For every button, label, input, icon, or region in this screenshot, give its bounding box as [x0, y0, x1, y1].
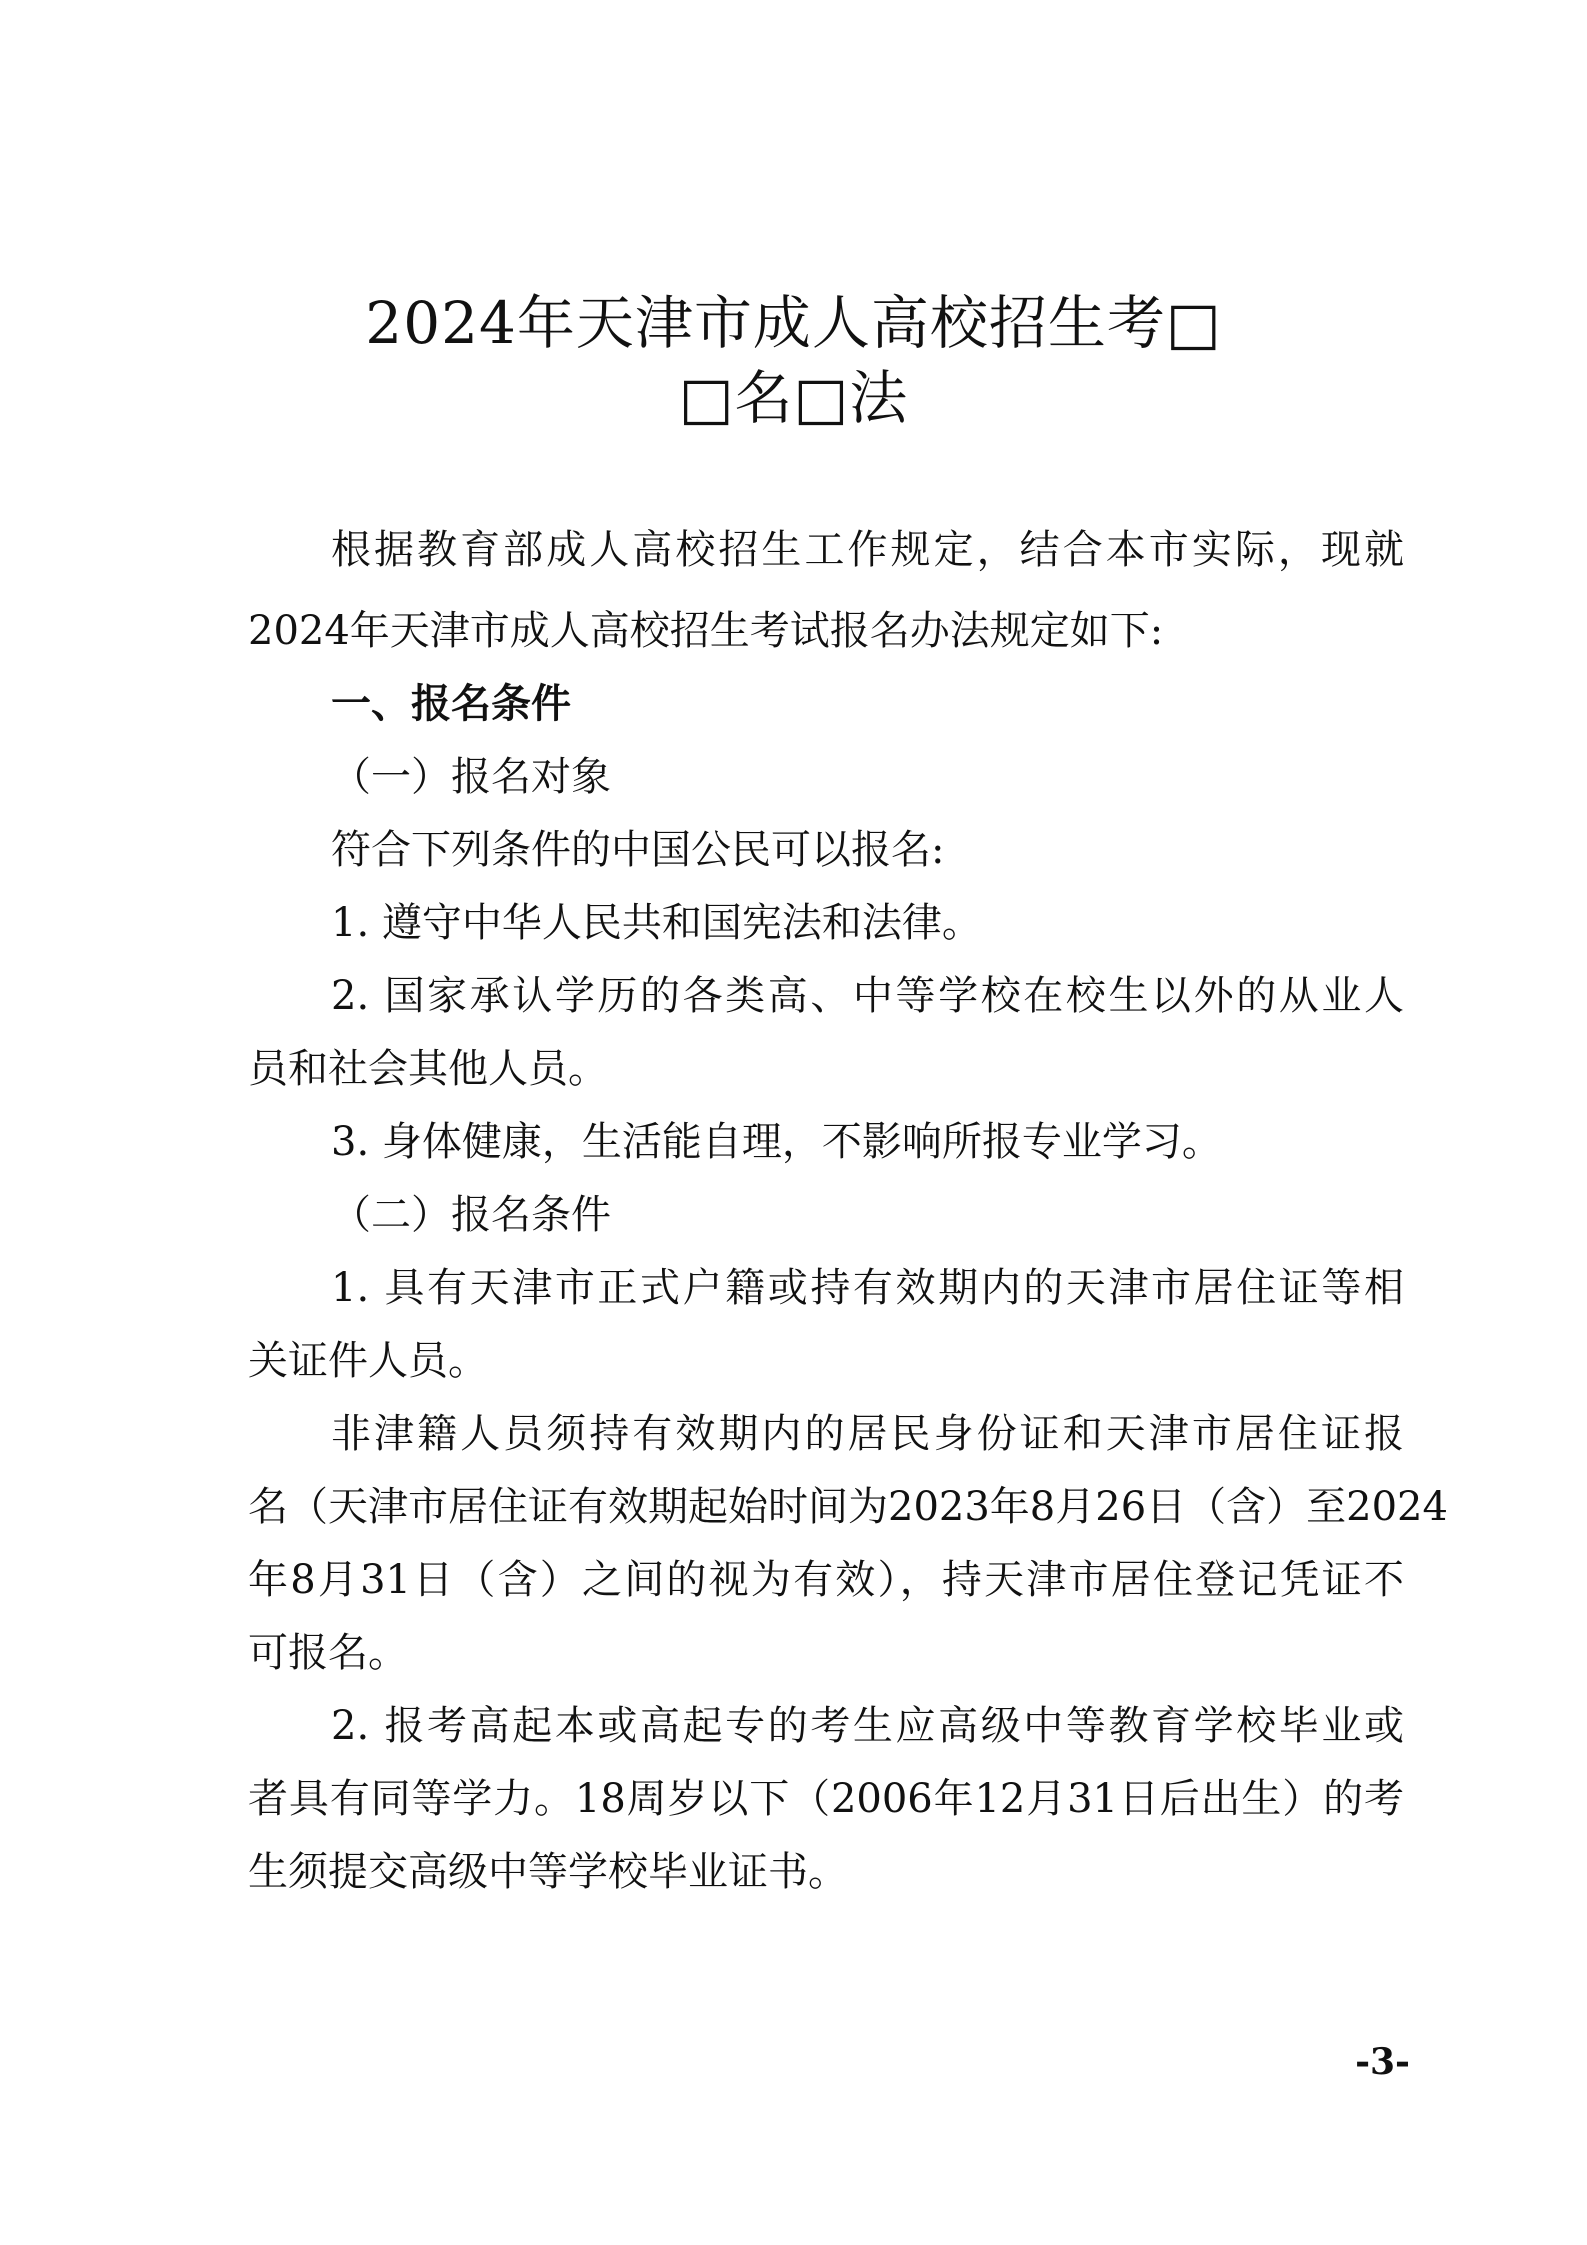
section-heading-1: 一、报名条件 — [331, 681, 571, 727]
non-local-paragraph-line-4: 可报名。 — [248, 1630, 408, 1676]
subsection-heading-1: （一）报名对象 — [331, 754, 611, 800]
non-local-paragraph-line-3: 年8月31日（含）之间的视为有效），持天津市居住登记凭证不 — [248, 1557, 1404, 1603]
non-local-paragraph-line-1: 非津籍人员须持有效期内的居民身份证和天津市居住证报 — [331, 1411, 1404, 1457]
document-title-line-2: □名□法 — [678, 364, 909, 432]
document-title-line-1: 2024年天津市成人高校招生考□ — [365, 289, 1222, 357]
condition-1-line-2: 关证件人员。 — [248, 1338, 488, 1384]
list-item-2-line-1: 2. 国家承认学历的各类高、中等学校在校生以外的从业人 — [331, 973, 1404, 1019]
subsection-heading-2: （二）报名条件 — [331, 1192, 611, 1238]
list-item-2-line-2: 员和社会其他人员。 — [248, 1046, 608, 1092]
condition-1-line-1: 1. 具有天津市正式户籍或持有效期内的天津市居住证等相 — [331, 1265, 1404, 1311]
list-item-3: 3. 身体健康，生活能自理，不影响所报专业学习。 — [331, 1119, 1222, 1165]
page-number: -3- — [1355, 2041, 1410, 2083]
intro-paragraph-line-1: 根据教育部成人高校招生工作规定，结合本市实际，现就 — [331, 527, 1404, 573]
condition-2-line-1: 2. 报考高起本或高起专的考生应高级中等教育学校毕业或 — [331, 1703, 1404, 1749]
condition-2-line-2: 者具有同等学力。18周岁以下（2006年12月31日后出生）的考 — [248, 1776, 1404, 1822]
condition-2-line-3: 生须提交高级中等学校毕业证书。 — [248, 1849, 848, 1895]
non-local-paragraph-line-2: 名（天津市居住证有效期起始时间为2023年8月26日（含）至2024 — [248, 1484, 1448, 1530]
paragraph-eligibility-intro: 符合下列条件的中国公民可以报名: — [331, 827, 945, 873]
intro-paragraph-line-2: 2024年天津市成人高校招生考试报名办法规定如下: — [248, 608, 1164, 654]
list-item-1: 1. 遵守中华人民共和国宪法和法律。 — [331, 900, 982, 946]
